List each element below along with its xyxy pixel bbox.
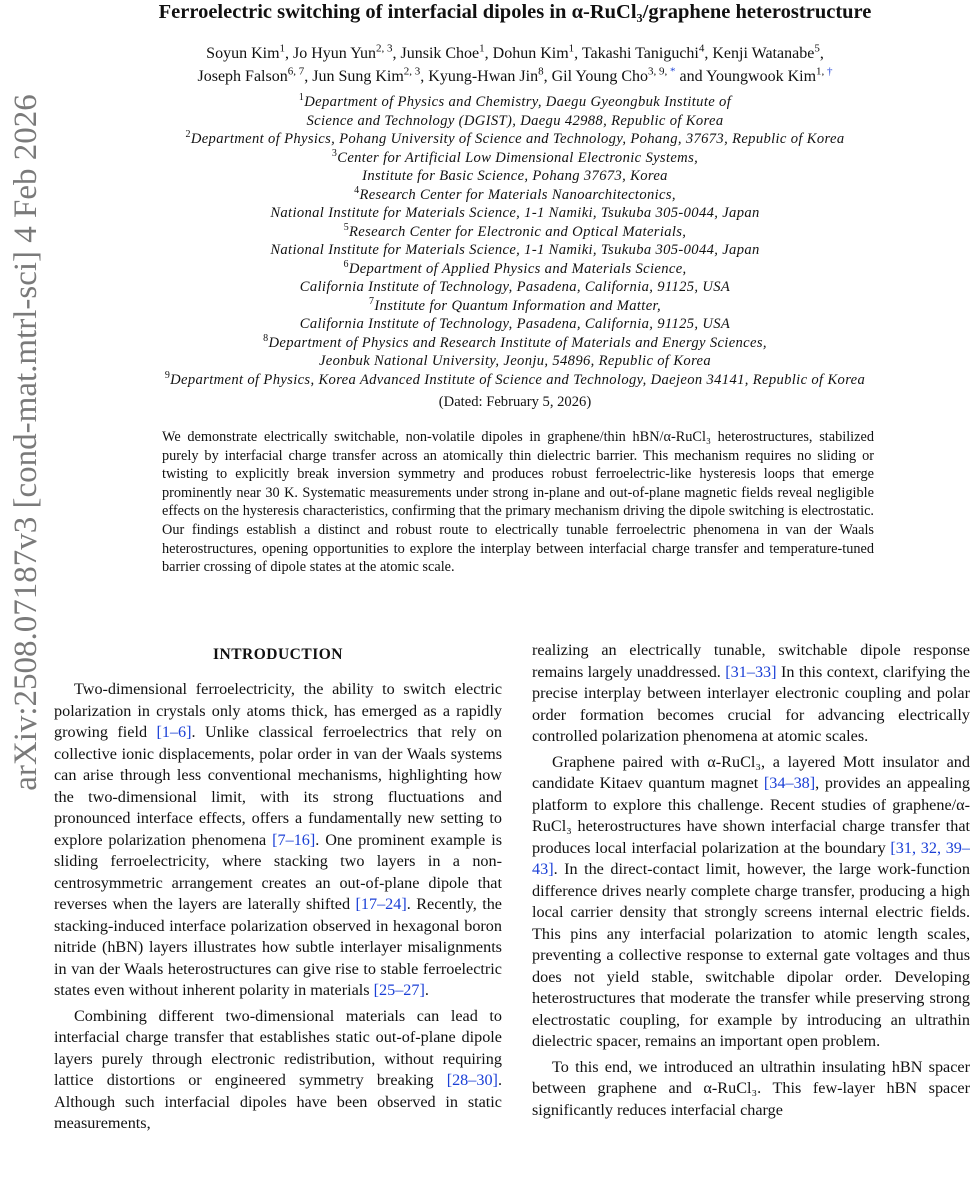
affiliation-line: $^8$Department of Physics and Research Institute of Materials and Energy Sciences,: [263, 332, 767, 351]
author-affiliation-marker: 8: [538, 65, 544, 78]
author: [551, 65, 676, 85]
corresponding-author-link[interactable]: *: [670, 65, 676, 78]
affiliation-line: $^4$Research Center for Materials Nanoarchitectonics,: [354, 184, 676, 203]
affiliation-line: Jeonbuk National University, Jeonju, 54896, Republic of Korea: [318, 353, 712, 369]
citation-link[interactable]: [25–27]: [373, 981, 425, 999]
author-affiliation-marker: 3, 9, *: [648, 65, 676, 78]
author-affiliation-marker: 6, 7: [287, 65, 305, 78]
author: [581, 42, 705, 62]
section-heading-introduction: INTRODUCTION: [212, 646, 343, 663]
right-column-paragraph: To this end, we introduced an ultrathin insulating hBN spacer between graphene and α-RuCl₃. This few-layer hBN spacer significantly reduces interfacial charge: [532, 1057, 970, 1119]
affiliation: [60, 223, 970, 260]
corresponding-author-link[interactable]: †: [827, 65, 833, 78]
affiliation-line: Science and Technology (DGIST), Daegu 42988, Republic of Korea: [306, 112, 724, 129]
affiliation: [60, 371, 970, 390]
affiliation-line: California Institute of Technology, Pasadena, California, 91125, USA: [299, 316, 731, 332]
author-affiliation-marker: 2, 3: [403, 65, 421, 78]
left-column: [54, 640, 502, 1135]
affiliation-line: National Institute for Materials Science, 1-1 Namiki, Tsukuba 305-0044, Japan: [270, 205, 760, 221]
affiliation: [60, 149, 970, 186]
author-affiliation-marker: 2, 3: [375, 42, 393, 55]
affiliation: [60, 93, 970, 130]
author: [428, 65, 544, 85]
affiliation-line: $^2$Department of Physics, Pohang University of Science and Technology, Pohang, 37673, Republic of Korea: [185, 129, 845, 147]
affiliation-number: 6: [343, 258, 349, 270]
author-affiliation-marker: 1: [568, 42, 575, 55]
affiliation-line: $^7$Institute for Quantum Information and Matter,: [369, 295, 661, 314]
affiliation: [60, 260, 970, 297]
author: [206, 42, 286, 62]
citation-link[interactable]: [7–16]: [272, 830, 316, 849]
arxiv-identifier-text: arXiv:2508.07187v3 [cond-mat.mtrl-sci] 4 Feb 2026: [7, 93, 44, 791]
author-name: Kyung-Hwan Jin: [428, 68, 539, 85]
paper-title: Ferroelectric switching of interfacial dipoles in α-RuCl₃/graphene heterostructure: [158, 1, 872, 23]
dated-line: (Dated: February 5, 2026): [438, 394, 592, 410]
affiliation-line: $^6$Department of Applied Physics and Materials Science,: [343, 258, 687, 277]
citation-link[interactable]: [17–24]: [355, 895, 407, 913]
affiliation-number: 5: [343, 221, 350, 233]
citation-link[interactable]: [28–30]: [446, 1071, 498, 1089]
author-affiliation-marker: 4: [698, 42, 705, 55]
affiliation: [60, 130, 970, 149]
author-affiliation-marker: 1: [279, 42, 286, 55]
left-column-paragraph: Combining different two-dimensional materials can lead to interfacial charge transfer that establishes static out-of-plane dipole layers purely through electronic redistribution, without requiring lattice distortions or engineered symmetry breaking [28–30]. Although such interfacial dipoles have been observed in static measurements,: [54, 1006, 502, 1132]
author-name: Kenji Watanabe: [712, 45, 815, 62]
affiliation-line: $^5$Research Center for Electronic and Optical Materials,: [343, 221, 687, 240]
affiliation-line: $^1$Department of Physics and Chemistry, Daegu Gyeongbuk Institute of: [298, 92, 732, 110]
author-affiliation-marker: 1: [479, 42, 485, 55]
author: [400, 42, 485, 62]
affiliation-line: $^3$Center for Artificial Low Dimensional Electronic Systems,: [331, 147, 699, 166]
citation-link[interactable]: [31, 32, 39–43]: [532, 838, 970, 878]
author-affiliation-marker: 5: [814, 42, 820, 55]
author: [712, 42, 820, 62]
affiliation-number: 3: [331, 147, 338, 159]
citation-link[interactable]: [1–6]: [156, 723, 192, 741]
affiliation-number: 4: [354, 184, 360, 196]
author-list: Soyun Kim$^1$, Jo Hyun Yun$^{2, 3}$, Junsik Choe$^1$, Dohun Kim$^1$, Takashi Taniguchi$^4$, Kenji Watanabe$^5$, Joseph Falson$^{6, 7}$, Jun Sung Kim$^{2, 3}$, Kyung-Hwan Jin$^8$, Gil Young Cho$^{3, 9, *}$ and Youngwook Kim$^{1, \dagger}$: [197, 42, 833, 85]
author-name: Takashi Taniguchi: [581, 45, 699, 62]
affiliation-list: [60, 93, 970, 389]
author-name: Gil Young Cho: [551, 68, 649, 85]
left-column-body: [54, 679, 502, 1135]
abstract: We demonstrate electrically switchable, non-volatile dipoles in graphene/thin hBN/α-RuCl₃ heterostructures, stabilized purely by interfacial charge transfer across an atomically thin dielectric barrier. This mechanism requires no sliding or twisting to explicitly break inversion symmetry and produces robust ferroelectric-like hysteresis loops that emerge prominently near 30 K. Systematic measurements under strong in-plane and out-of-plane magnetic fields reveal negligible effects on the hysteresis characteristics, confirming that the primary mechanism driving the dipole switching is electrostatic. Our findings establish a distinct and robust route to electrically tunable ferroelectric phenomena in van der Waals heterostructures, opening opportunities to explore the interplay between interfacial charge transfer and temperature-tuned barrier crossing of dipole states at the atomic scale.: [162, 429, 874, 576]
affiliation-number: 9: [164, 369, 171, 381]
affiliation-line: $^9$Department of Physics, Korea Advanced Institute of Science and Technology, Daejeon 34141, Republic of Korea: [164, 369, 866, 388]
author-name: Soyun Kim: [206, 45, 280, 62]
author-name: and Youngwook Kim: [679, 68, 817, 85]
author: [679, 65, 833, 85]
author: [197, 65, 305, 85]
author: [293, 42, 393, 62]
arxiv-identifier-stamp: [4, 93, 48, 791]
affiliation: [60, 297, 970, 334]
affiliation-line: National Institute for Materials Science, 1-1 Namiki, Tsukuba 305-0044, Japan: [270, 242, 760, 258]
right-column: [532, 640, 970, 1121]
author-name: Junsik Choe: [400, 45, 480, 62]
affiliation: [60, 186, 970, 223]
right-column-paragraph: Graphene paired with α-RuCl₃, a layered Mott insulator and candidate Kitaev quantum magnet [34–38], provides an appealing platform to explore this challenge. Recent studies of graphene/α-RuCl₃ heterostructures have shown interfacial charge transfer that produces local interfacial polarization at the boundary [31, 32, 39–43]. In the direct-contact limit, however, the large work-function difference drives nearly complete charge transfer, producing a high local carrier density that strongly screens internal electric fields. This pins any interfacial polarization to atomic length scales, preventing a collective response to external gate voltages and thus does not yield stable, switchable dipolar order. Developing heterostructures that moderate the transfer while preserving strong electrostatic coupling, for example by introducing an ultrathin dielectric spacer, remains an important open problem.: [532, 752, 970, 1050]
citation-link[interactable]: [34–38]: [763, 774, 816, 792]
author-affiliation-marker: 1, †: [816, 65, 833, 78]
citation-link[interactable]: [31–33]: [725, 662, 777, 681]
left-column-paragraph: Two-dimensional ferroelectricity, the ability to switch electric polarization in crystals only atoms thick, has emerged as a rapidly growing field [1–6]. Unlike classical ferroelectrics that rely on collective ionic displacements, polar order in van der Waals systems can arise through less conventional mechanisms, highlighting how the two-dimensional limit, with its strong fluctuations and pronounced interface effects, offers a fundamentally new setting to explore polarization phenomena [7–16]. One prominent example is sliding ferroelectricity, where stacking two layers in a non-centrosymmetric arrangement creates an out-of-plane dipole that reverses when the layers are laterally shifted [17–24]. Recently, the stacking-induced interface polarization observed in hexagonal boron nitride (hBN) layers illustrates how subtle interlayer misalignments in van der Waals heterostructures can give rise to stable ferroelectric states even without inherent polarity in materials [25–27].: [54, 680, 502, 999]
author-name: Dohun Kim: [492, 45, 569, 62]
author: [312, 65, 421, 85]
affiliation-number: 8: [263, 332, 269, 344]
right-column-paragraph: realizing an electrically tunable, switchable dipole response remains largely unaddressed. [31–33] In this context, clarifying the precise interplay between interlayer electronic coupling and polar order formation becomes crucial for advancing electrically controlled polarization phenomena at atomic scales.: [532, 641, 970, 745]
author-name: Joseph Falson: [197, 68, 288, 85]
affiliation-number: 1: [298, 92, 305, 104]
affiliation-number: 2: [185, 129, 191, 141]
author: [492, 42, 575, 62]
author-name: Jun Sung Kim: [312, 68, 404, 85]
affiliation-line: Institute for Basic Science, Pohang 37673, Korea: [362, 168, 668, 184]
author-name: Jo Hyun Yun: [293, 45, 376, 62]
affiliation-line: California Institute of Technology, Pasadena, California, 91125, USA: [299, 279, 731, 295]
affiliation: [60, 334, 970, 371]
affiliation-number: 7: [369, 295, 375, 307]
